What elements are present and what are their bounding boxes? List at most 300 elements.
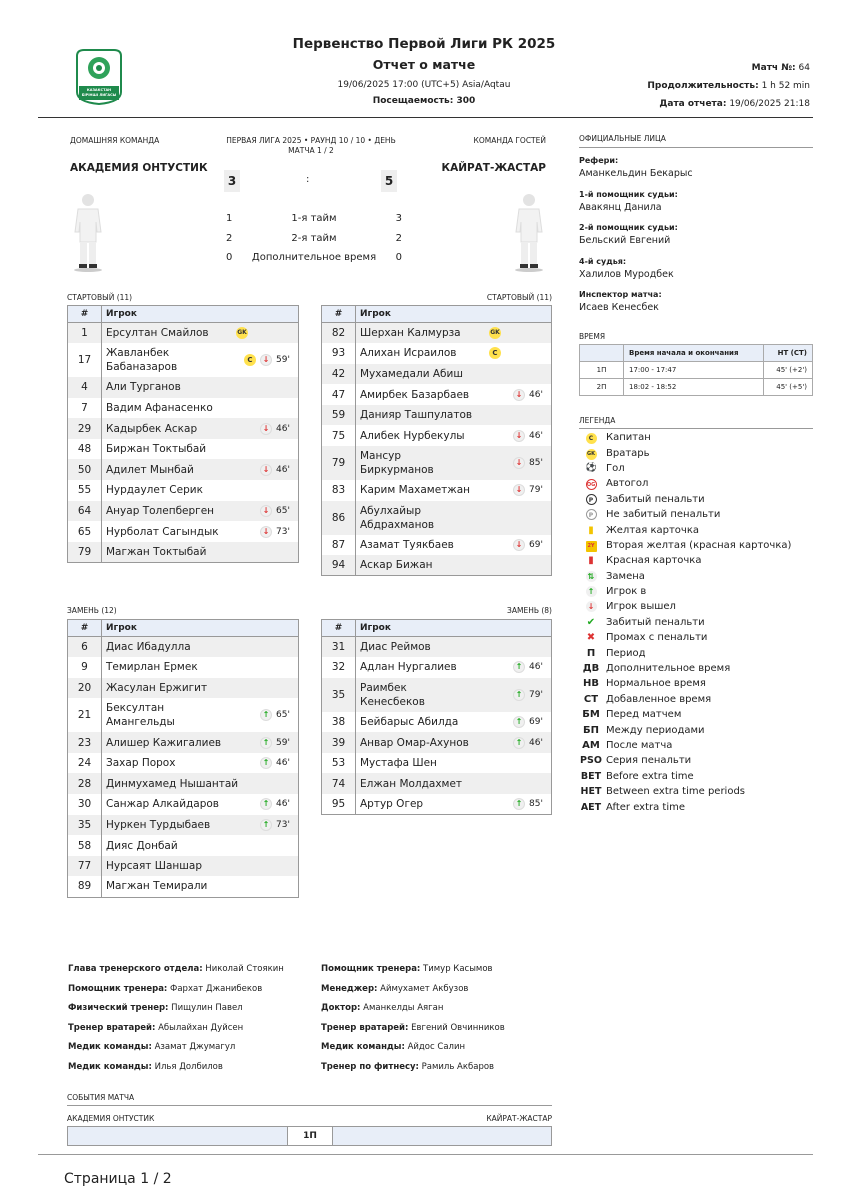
away-starting-label: СТАРТОВЫЙ (11) <box>486 293 552 302</box>
player-cell <box>356 712 552 733</box>
table-row <box>322 425 552 446</box>
sub-minute: 79' <box>529 485 543 496</box>
time-table <box>579 344 813 396</box>
col-player-header: Игрок <box>356 620 552 637</box>
player-marks <box>260 737 294 749</box>
staff-role: Доктор: <box>321 1003 361 1014</box>
legend-item <box>578 645 814 660</box>
player-in-icon: ↑ <box>513 737 525 749</box>
sub-minute: 59' <box>276 355 290 366</box>
player-cell <box>356 323 552 344</box>
player-out-icon: ↓ <box>513 484 525 496</box>
events-away-team: КАЙРАТ-ЖАСТАР <box>486 1114 552 1123</box>
table-row <box>322 637 552 658</box>
player-name: Алишер Кажигалиев <box>106 736 222 749</box>
player-marks <box>244 354 294 366</box>
player-cell <box>102 377 299 398</box>
player-number: 48 <box>68 439 102 460</box>
away-team-label: КОМАНДА ГОСТЕЙ <box>473 136 546 145</box>
player-cell-content <box>106 756 294 770</box>
official-name: Халилов Муродбек <box>579 268 674 280</box>
player-marks <box>260 505 294 517</box>
own-goal-icon: OG <box>586 479 597 490</box>
player-number: 38 <box>322 712 356 733</box>
table-row <box>68 657 299 678</box>
second-yellow-icon: 2Y <box>586 541 597 552</box>
player-cell <box>356 753 552 774</box>
player-cell <box>356 678 552 712</box>
table-row <box>322 732 552 753</box>
player-cell-content <box>106 545 294 559</box>
legend-symbol <box>578 632 604 643</box>
player-cell-content <box>106 401 294 415</box>
home-team-label: ДОМАШНЯЯ КОМАНДА <box>70 136 160 145</box>
table-row <box>68 698 299 732</box>
player-cell-content <box>360 797 547 811</box>
match-number: Матч №: 64 <box>751 63 810 73</box>
staff-name: Абылайхан Дуйсен <box>158 1022 244 1033</box>
official-role: 1-й помощник судьи: <box>579 189 678 199</box>
player-number: 9 <box>68 657 102 678</box>
sub-minute: 46' <box>276 799 290 810</box>
events-divider <box>67 1105 552 1106</box>
player-number: 7 <box>68 398 102 419</box>
player-cell-content <box>360 538 547 552</box>
table-row <box>68 876 299 897</box>
player-out-icon: ↓ <box>513 389 525 401</box>
table-row <box>322 480 552 501</box>
legend-title: ЛЕГЕНДА <box>579 416 616 425</box>
table-row <box>322 364 552 385</box>
away-team-name: КАЙРАТ-ЖАСТАР <box>441 162 546 174</box>
player-cell-content <box>360 756 547 770</box>
period-row <box>226 252 402 272</box>
player-cell <box>102 323 299 344</box>
player-name: Биржан Токтыбай <box>106 443 207 456</box>
player-cell-content <box>360 346 547 360</box>
player-number: 74 <box>322 773 356 794</box>
yellow-card-icon: ▮ <box>588 524 594 536</box>
legend-text: Красная карточка <box>606 555 702 567</box>
player-cell-content <box>106 736 294 750</box>
col-num-header: # <box>322 306 356 323</box>
legend-text: Капитан <box>606 432 651 444</box>
player-cell <box>102 753 299 774</box>
table-header-row <box>322 306 552 323</box>
player-cell <box>102 398 299 419</box>
player-cell-content <box>106 797 294 811</box>
legend-symbol <box>578 571 604 582</box>
player-number: 53 <box>322 753 356 774</box>
period-home-score: 1 <box>226 213 233 224</box>
events-title: СОБЫТИЯ МАТЧА <box>67 1093 135 1102</box>
table-row <box>68 637 299 658</box>
report-date: Дата отчета: 19/06/2025 21:18 <box>659 99 810 109</box>
table-row <box>68 542 299 563</box>
official-name: Исаев Кенесбек <box>579 302 659 313</box>
player-cell-content <box>360 326 547 340</box>
legend-symbol <box>578 462 604 474</box>
player-cell <box>356 501 552 535</box>
table-row <box>322 555 552 576</box>
events-period-label: 1П <box>288 1127 333 1145</box>
player-out-icon: ↓ <box>260 423 272 435</box>
home-kit-icon <box>71 192 103 276</box>
sub-minute: 69' <box>529 716 543 727</box>
sub-minute: 46' <box>529 737 543 748</box>
table-row <box>68 501 299 522</box>
legend-item <box>578 522 814 537</box>
legend-symbol <box>578 447 604 460</box>
period-away-score: 0 <box>395 252 402 263</box>
player-marks <box>513 484 547 496</box>
player-number: 23 <box>68 732 102 753</box>
legend-symbol: PSO <box>580 755 602 767</box>
period-home-score: 0 <box>226 252 233 263</box>
legend-item <box>578 599 814 614</box>
player-name: Амирбек Базарбаев <box>360 388 470 401</box>
player-out-icon: ↓ <box>513 539 525 551</box>
legend-item <box>578 784 814 799</box>
time-col-period <box>580 345 624 362</box>
player-in-icon: ↑ <box>513 716 525 728</box>
player-cell-content <box>106 463 294 477</box>
official-name: Бельский Евгений <box>579 235 671 246</box>
league-logo: КАЗАКСТАН БІРІНШІ ЛИГАСЫ <box>74 48 124 106</box>
substitution-icon: ⇅ <box>586 571 597 582</box>
player-number: 86 <box>322 501 356 535</box>
player-number: 87 <box>322 535 356 556</box>
player-in-icon: ↑ <box>513 798 525 810</box>
player-cell <box>102 732 299 753</box>
official-role: Инспектор матча: <box>579 290 662 299</box>
staff-role: Тренер вратарей: <box>68 1022 156 1033</box>
legend-symbol <box>578 432 604 444</box>
officials-divider <box>579 147 813 148</box>
player-name: Шерхан Калмурза <box>360 327 461 340</box>
period-scores <box>226 213 402 272</box>
table-row <box>68 418 299 439</box>
table-row <box>322 384 552 405</box>
legend-symbol <box>578 586 604 597</box>
legend-symbol: П <box>586 647 596 659</box>
table-row <box>68 480 299 501</box>
player-name: Темирлан Ермек <box>106 661 198 674</box>
player-cell-content <box>106 660 294 674</box>
player-cell <box>356 773 552 794</box>
official-name: Аманкельдин Бекарыс <box>579 168 693 179</box>
legend-text: Замена <box>606 570 645 582</box>
col-player-header: Игрок <box>356 306 552 323</box>
table-row <box>68 856 299 877</box>
staff-row <box>321 1062 571 1082</box>
player-cell-content <box>360 715 547 729</box>
player-number: 6 <box>68 637 102 658</box>
goalkeeper-icon: GK <box>236 327 248 339</box>
events-home-team: АКАДЕМИЯ ОНТУСТИК <box>67 1114 155 1123</box>
player-name: Кадырбек Аскар <box>106 422 198 435</box>
period-row <box>226 233 402 253</box>
player-cell-content <box>360 408 547 422</box>
staff-name: Пищулин Павел <box>171 1003 243 1014</box>
table-row <box>68 794 299 815</box>
player-number: 35 <box>68 815 102 836</box>
table-row <box>68 439 299 460</box>
player-number: 89 <box>68 876 102 897</box>
match-datetime: 19/06/2025 17:00 (UTC+5) Asia/Aqtau <box>337 80 511 90</box>
sub-minute: 65' <box>276 505 290 516</box>
legend-text: Before extra time <box>606 770 694 782</box>
player-cell <box>356 535 552 556</box>
player-name: Мухамедали Абиш <box>360 367 463 380</box>
official-role: 2-й помощник судьи: <box>579 223 678 232</box>
player-cell-content <box>360 681 547 709</box>
sub-minute: 46' <box>276 464 290 475</box>
away-subs-label: ЗАМЕНЬ (8) <box>507 606 552 615</box>
official-name: Авакянц Данила <box>579 201 662 213</box>
legend-symbol: АМ <box>582 740 600 751</box>
player-number: 31 <box>322 637 356 658</box>
player-number: 55 <box>68 480 102 501</box>
legend-symbol: HET <box>580 786 602 798</box>
table-row <box>322 678 552 712</box>
player-name: Нурдаулет Серик <box>106 484 203 497</box>
col-num-header: # <box>68 620 102 637</box>
legend-symbol: СТ <box>583 693 599 705</box>
legend-symbol: БМ <box>582 709 600 721</box>
period-label: Дополнительное время <box>251 252 377 263</box>
home-staff <box>68 964 318 1082</box>
legend-item <box>578 799 814 814</box>
sub-minute: 46' <box>276 758 290 769</box>
home-score: 3 <box>224 170 240 192</box>
sub-minute: 69' <box>529 539 543 550</box>
col-player-header: Игрок <box>102 306 299 323</box>
period-home-score: 2 <box>226 232 233 244</box>
player-number: 42 <box>322 364 356 385</box>
player-cell <box>102 418 299 439</box>
player-number: 93 <box>322 343 356 364</box>
player-cell <box>356 480 552 501</box>
staff-name: Айдос Салин <box>407 1042 466 1053</box>
player-cell-content <box>106 859 294 873</box>
player-cell-content <box>106 422 294 436</box>
sub-minute: 85' <box>529 799 543 810</box>
legend-item <box>578 430 814 445</box>
legend-text: Забитый пенальти <box>606 616 705 628</box>
legend-text: Серия пенальти <box>606 755 692 767</box>
goalkeeper-icon: GK <box>586 449 597 460</box>
player-cell-content <box>360 736 547 750</box>
goal-icon: ⚽ <box>585 463 597 474</box>
table-row <box>68 773 299 794</box>
player-number: 94 <box>322 555 356 576</box>
player-number: 17 <box>68 343 102 377</box>
player-marks <box>513 457 547 469</box>
player-number: 35 <box>322 678 356 712</box>
player-out-icon: ↓ <box>513 430 525 442</box>
legend-symbol: НВ <box>583 678 599 690</box>
legend-text: Забитый пенальти <box>606 493 705 505</box>
staff-row <box>68 984 318 1004</box>
player-number: 1 <box>68 323 102 344</box>
player-name: Динмухамед Нышантай <box>106 777 239 790</box>
legend-text: After extra time <box>606 801 686 813</box>
period-row <box>226 213 402 233</box>
legend-symbol <box>578 509 604 520</box>
col-player-header: Игрок <box>102 620 299 637</box>
player-marks <box>260 819 294 831</box>
table-row <box>68 521 299 542</box>
home-subs-table <box>67 619 299 898</box>
legend-symbol <box>578 555 604 566</box>
staff-name: Аманкелды Аяган <box>363 1003 444 1014</box>
player-number: 95 <box>322 794 356 815</box>
table-row <box>68 732 299 753</box>
legend-text: После матча <box>606 740 673 751</box>
player-cell-content <box>106 525 294 539</box>
player-out-icon: ↓ <box>260 354 272 366</box>
table-header-row <box>322 620 552 637</box>
player-marks <box>513 716 547 728</box>
page-title: Первенство Первой Лиги РК 2025 <box>292 36 556 52</box>
official-role: Рефери: <box>579 156 619 165</box>
player-name: Алибек Нурбекулы <box>360 429 465 442</box>
player-number: 30 <box>68 794 102 815</box>
player-name: Раимбек Кенесбеков <box>360 681 425 708</box>
table-row <box>322 657 552 678</box>
player-cell <box>356 384 552 405</box>
home-subs-label: ЗАМЕНЬ (12) <box>67 606 117 615</box>
legend-text: Игрок вышел <box>606 601 676 613</box>
player-marks <box>260 757 294 769</box>
legend-item <box>578 615 814 630</box>
table-row <box>322 773 552 794</box>
away-starting-table <box>321 305 552 576</box>
sub-minute: 46' <box>529 662 543 673</box>
player-cell <box>102 856 299 877</box>
player-number: 32 <box>322 657 356 678</box>
legend-item <box>578 630 814 645</box>
time-range: 18:02 - 18:52 <box>624 379 764 396</box>
player-cell <box>102 698 299 732</box>
time-row <box>580 379 813 396</box>
player-cell <box>356 555 552 576</box>
player-cell <box>102 439 299 460</box>
player-out-icon: ↓ <box>513 457 525 469</box>
legend-symbol: BET <box>580 770 602 782</box>
player-marks <box>236 327 294 339</box>
time-col-ht: НТ (СТ) <box>764 345 813 362</box>
legend-item <box>578 661 814 676</box>
legend-text: Вратарь <box>606 447 650 459</box>
sub-minute: 65' <box>276 710 290 721</box>
legend-text: Между периодами <box>606 724 705 736</box>
player-number: 64 <box>68 501 102 522</box>
away-score: 5 <box>381 170 397 192</box>
sub-minute: 59' <box>276 737 290 748</box>
player-name: Жасулан Ержигит <box>106 681 208 694</box>
table-row <box>68 343 299 377</box>
player-cell-content <box>106 818 294 832</box>
sub-minute: 73' <box>276 526 290 537</box>
staff-name: Илья Долбилов <box>154 1061 223 1072</box>
home-starting-label: СТАРТОВЫЙ (11) <box>67 293 133 302</box>
legend-text: Период <box>606 647 646 659</box>
player-marks <box>489 327 547 339</box>
player-name: Санжар Алкайдаров <box>106 798 219 811</box>
legend-text: Вторая желтая (красная карточка) <box>606 539 792 551</box>
staff-name: Николай Стоякин <box>205 964 284 974</box>
player-out-icon: ↓ <box>260 464 272 476</box>
legend-divider <box>579 428 813 429</box>
player-cell <box>102 542 299 563</box>
staff-role: Медик команды: <box>68 1061 152 1072</box>
player-cell-content <box>360 367 547 381</box>
player-name: Али Турганов <box>106 381 181 394</box>
player-name: Нурболат Сагындык <box>106 525 219 538</box>
legend-item <box>578 676 814 691</box>
table-row <box>68 459 299 480</box>
player-number: 65 <box>68 521 102 542</box>
goalkeeper-icon: GK <box>489 327 501 339</box>
away-staff <box>321 964 571 1082</box>
player-number: 47 <box>322 384 356 405</box>
player-cell-content <box>360 483 547 497</box>
player-name: Нуркен Турдыбаев <box>106 818 211 831</box>
player-in-icon: ↑ <box>260 737 272 749</box>
staff-name: Фархат Джанибеков <box>170 983 263 994</box>
player-number: 79 <box>68 542 102 563</box>
player-out-icon: ↓ <box>260 505 272 517</box>
player-marks <box>513 737 547 749</box>
legend-symbol <box>578 525 604 536</box>
player-marks <box>513 661 547 673</box>
legend-item <box>578 722 814 737</box>
time-range: 17:00 - 17:47 <box>624 362 764 379</box>
time-ht: 45' (+5') <box>764 379 813 396</box>
player-number: 58 <box>68 835 102 856</box>
staff-name: Аймухамет Акбузов <box>380 983 469 994</box>
legend-symbol: БП <box>583 724 599 736</box>
player-cell-content <box>106 442 294 456</box>
player-name: Нурсаят Шаншар <box>106 860 202 873</box>
player-marks <box>489 347 547 359</box>
player-cell <box>102 521 299 542</box>
captain-icon: C <box>244 354 256 366</box>
staff-row <box>321 964 571 984</box>
player-cell <box>102 678 299 699</box>
table-row <box>322 446 552 480</box>
table-row <box>322 343 552 364</box>
legend-text: Не забитый пенальти <box>606 509 721 521</box>
legend-item <box>578 738 814 753</box>
player-in-icon: ↑ <box>260 757 272 769</box>
time-title: ВРЕМЯ <box>579 332 606 341</box>
player-marks <box>260 464 294 476</box>
time-period: 2П <box>580 379 624 396</box>
player-marks <box>513 430 547 442</box>
table-row <box>68 323 299 344</box>
player-cell-content <box>360 429 547 443</box>
player-number: 28 <box>68 773 102 794</box>
penalty-shootout-scored-icon: ✔ <box>586 616 596 628</box>
player-cell-content <box>360 640 547 654</box>
player-number: 50 <box>68 459 102 480</box>
table-row <box>68 753 299 774</box>
events-period-bar <box>67 1126 552 1146</box>
sub-minute: 46' <box>529 430 543 441</box>
